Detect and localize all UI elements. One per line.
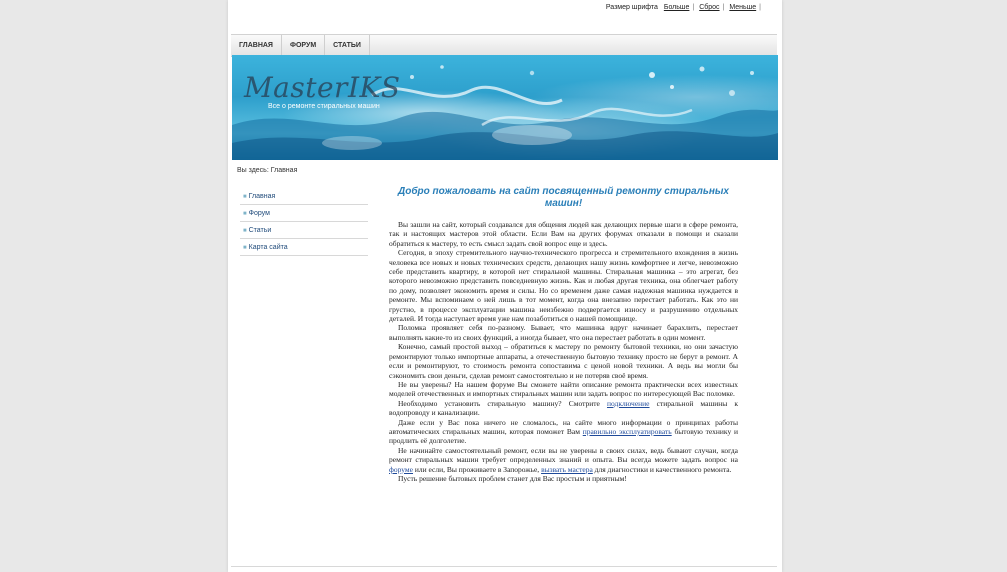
paragraph-repair: Конечно, самый простой выход – обратиться к мастеру по ремонту бытовой техники, но они зачастую ремонтируют только импортные аппараты, а отечественную бытовую технику просто не берут в ремонт. А если и ремонтируют, то стоимость ремонта сопоставима с ценой новой техники. А ведь вы могли бы сэкономить свои деньги, сделав ремонт самостоятельно и не потеряв своё время.	[389, 342, 738, 380]
usage-link[interactable]: правильно эксплуатировать	[582, 426, 672, 436]
bullet-icon: ■	[243, 211, 247, 217]
paragraph-history: Сегодня, в эпоху стремительного научно-технического прогресса и стремительного вхождения в жизнь человека все новых и новых технических средств, делающих нашу жизнь комфортнее и легче, невозможно себе представить квартиру, в которой нет стиральной машины. Стиральная машинка – это агрегат, без которого невозможно представить повседневную жизнь. Как и любая другая техника, она облегчает работу по дому, позволяет экономить время и силы. Но со временем даже самая надежная машинка нуждается в ремонте. Мы вспоминаем о ней лишь в тот момент, когда она внезапно перестает работать. Как это ни грустно, в процессе эксплуатации машина неизбежно подвергается износу и разрушению отдельных деталей. И тогда наступает время уже нам позаботиться о нашей помощнице.	[389, 248, 738, 324]
site-slogan: Все о ремонте стиральных машин	[268, 103, 380, 110]
main-content	[389, 186, 738, 483]
paragraph-breakdown: Поломка проявляет себя по-разному. Бывает, что машинка вдруг начинает барахлить, перестает выполнять какие-то из своих функций, а иногда бывает, что она перестает работать в один момент.	[389, 323, 738, 342]
header-banner	[232, 55, 778, 160]
top-nav	[231, 34, 777, 57]
font-bigger-link[interactable]: Больше	[663, 4, 690, 11]
side-menu-item-home[interactable]: ■ Главная	[240, 189, 368, 205]
font-size-bar: Размер шрифта Больше | Сброс | Меньше |	[605, 4, 761, 11]
side-menu-item-forum[interactable]: ■ Форум	[240, 206, 368, 222]
font-size-label: Размер шрифта	[605, 4, 658, 11]
site-logo-title[interactable]: MasterIKS	[244, 71, 401, 104]
side-menu-item-articles[interactable]: ■ Статьи	[240, 223, 368, 239]
bullet-icon: ■	[243, 245, 247, 251]
font-smaller-link[interactable]: Меньше	[729, 4, 757, 11]
bullet-icon: ■	[243, 194, 247, 200]
paragraph-contact: Не начинайте самостоятельный ремонт, если вы не уверены в своих силах, ведь бывают случаи, когда ремонт стиральных машин требует определенных знаний и опыта. Вы всегда можете задать вопрос на форуме или если, Вы проживаете в Запорожье, вызвать мастера для диагностики и качественного ремонта.	[389, 445, 738, 474]
paragraph-install: Необходимо установить стиральную машину? Смотрите подключение стиральной машины к водопроводу и канализации.	[389, 398, 739, 418]
breadcrumb: Вы здесь: Главная	[237, 167, 298, 174]
forum-link[interactable]: форуме	[389, 464, 413, 474]
call-master-link[interactable]: вызвать мастера	[541, 464, 593, 474]
nav-item-home[interactable]: ГЛАВНАЯ	[231, 35, 282, 56]
paragraph-closing: Пусть решение бытовых проблем станет для Вас простым и приятным!	[398, 473, 627, 483]
footer-divider	[231, 566, 777, 567]
paragraph-usage: Даже если у Вас пока ничего не сломалось, на сайте много информации о принципах работы автоматических стиральных машин, которая поможет Вам правильно эксплуатировать бытовую технику и продлить её долголетие.	[389, 417, 738, 446]
page-title: Добро пожаловать на сайт посвященный ремонту стиральных машин!	[398, 186, 729, 209]
font-reset-link[interactable]: Сброс	[699, 4, 720, 11]
paragraph-intro: Вы зашли на сайт, который создавался для общения людей как делающих первые шаги в сфере ремонта, так и настоящих мастеров этой области. Если Вам на других форумах отказали в помощи и сказали обратиться к мастеру, то есть смысл задать свой вопрос еще и здесь.	[389, 220, 738, 248]
side-menu	[240, 189, 368, 257]
page-container	[228, 0, 782, 572]
bullet-icon: ■	[243, 228, 247, 234]
paragraph-forum: Не вы уверены? На нашем форуме Вы сможете найти описание ремонта практически всех известных моделей отечественных и импортных стиральных машин или задать вопрос по интересующей Вас поломке.	[389, 379, 738, 399]
nav-item-articles[interactable]: СТАТЬИ	[325, 35, 370, 56]
install-link[interactable]: подключение	[606, 398, 650, 408]
nav-item-forum[interactable]: ФОРУМ	[282, 35, 325, 56]
side-menu-item-sitemap[interactable]: ■ Карта сайта	[240, 240, 368, 256]
